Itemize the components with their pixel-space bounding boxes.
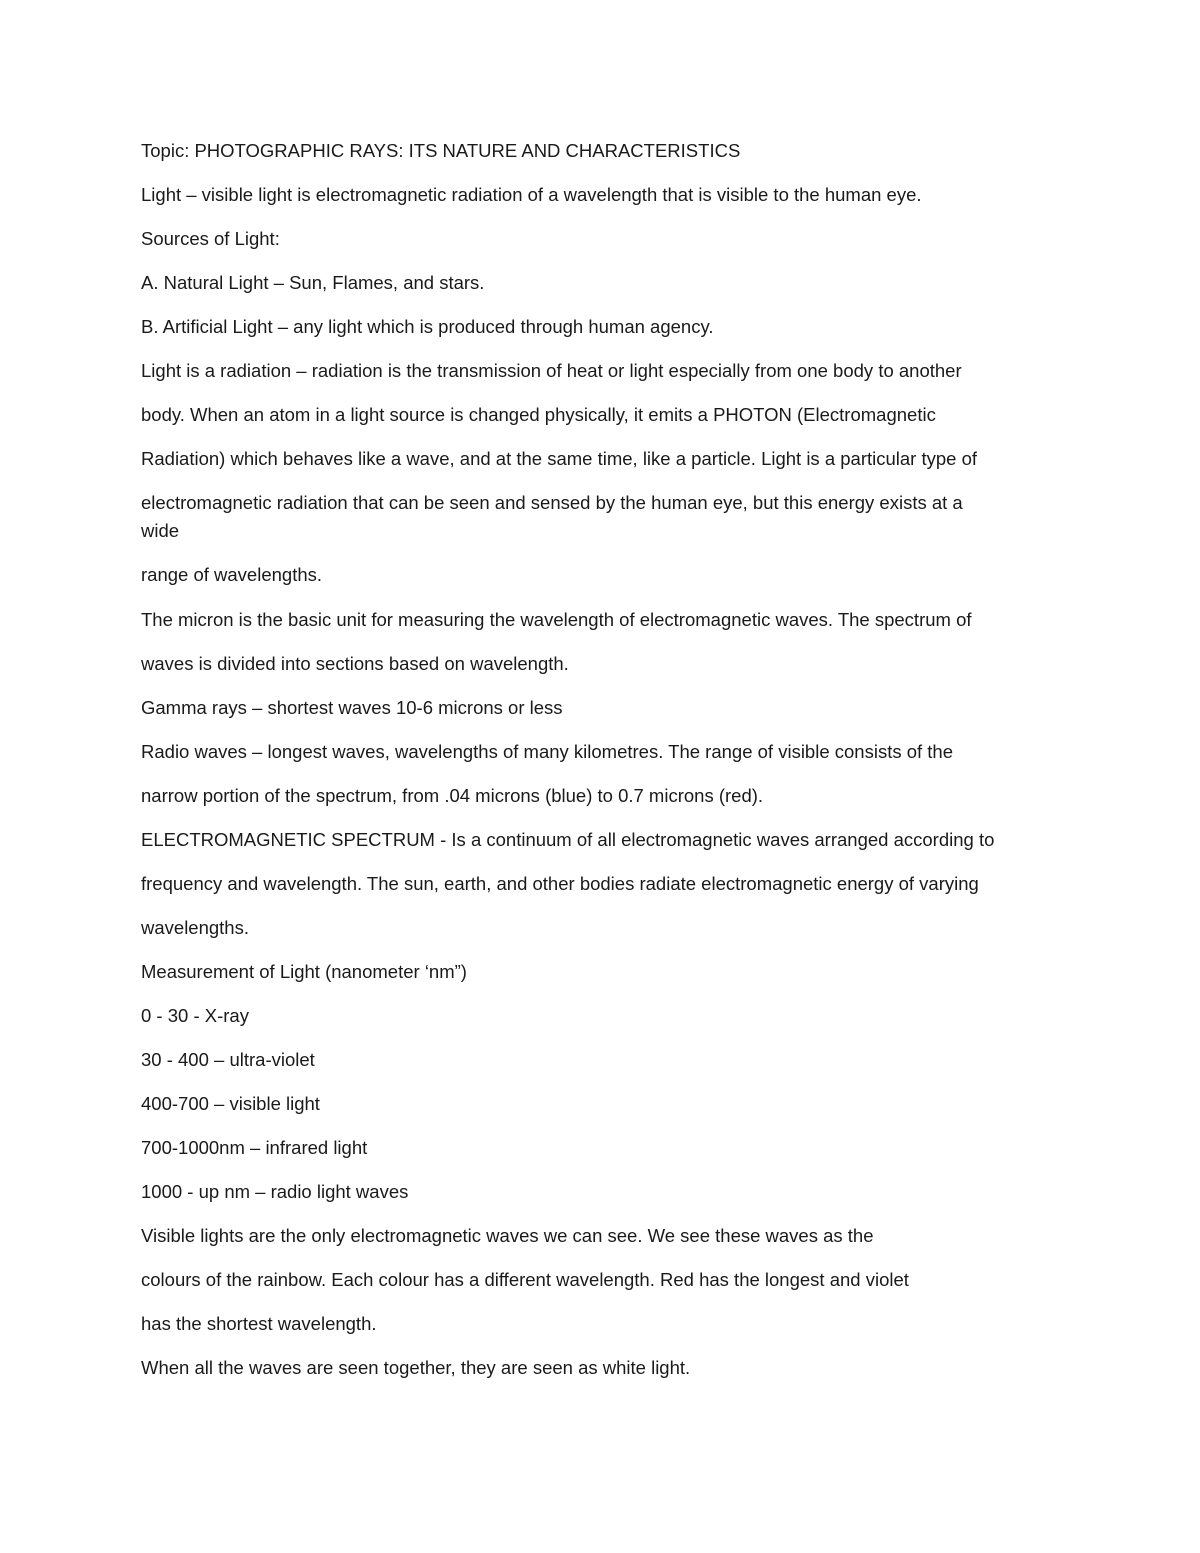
radiation-paragraph-line-3: Radiation) which behaves like a wave, and at the same time, like a particle. Light is a particular type of: [141, 448, 978, 469]
radiation-paragraph-line-4: electromagnetic radiation that can be seen and sensed by the human eye, but this energy exists at a: [141, 492, 963, 513]
radiation-paragraph-line-5: wide: [141, 520, 180, 541]
visible-lights-line-3: has the shortest wavelength.: [141, 1313, 377, 1334]
topic-heading: Topic: PHOTOGRAPHIC RAYS: ITS NATURE AND CHARACTERISTICS: [141, 140, 741, 161]
radiation-paragraph-line-6: range of wavelengths.: [141, 564, 323, 585]
em-spectrum-line-2: frequency and wavelength. The sun, earth, and other bodies radiate electromagnetic energy of varying: [141, 873, 979, 894]
radio-waves-line-1: Radio waves – longest waves, wavelengths of many kilometres. The range of visible consists of the: [141, 741, 954, 762]
artificial-light-item: B. Artificial Light – any light which is produced through human agency.: [141, 316, 714, 337]
range-radio: 1000 - up nm – radio light waves: [141, 1181, 409, 1202]
light-definition: Light – visible light is electromagnetic radiation of a wavelength that is visible to the human eye.: [141, 184, 922, 205]
micron-paragraph-line-2: waves is divided into sections based on wavelength.: [141, 653, 569, 674]
em-spectrum-line-3: wavelengths.: [141, 917, 249, 938]
range-ultraviolet: 30 - 400 – ultra-violet: [141, 1049, 315, 1070]
range-xray: 0 - 30 - X-ray: [141, 1005, 249, 1026]
radiation-paragraph-line-1: Light is a radiation – radiation is the transmission of heat or light especially from one body to another: [141, 360, 962, 381]
sources-heading: Sources of Light:: [141, 228, 280, 249]
white-light-line: When all the waves are seen together, they are seen as white light.: [141, 1357, 691, 1378]
em-spectrum-line-1: ELECTROMAGNETIC SPECTRUM - Is a continuum of all electromagnetic waves arranged according to: [141, 829, 995, 850]
visible-lights-line-1: Visible lights are the only electromagnetic waves we can see. We see these waves as the: [141, 1225, 874, 1246]
range-visible: 400-700 – visible light: [141, 1093, 320, 1114]
range-infrared: 700-1000nm – infrared light: [141, 1137, 368, 1158]
gamma-rays-line: Gamma rays – shortest waves 10-6 microns or less: [141, 697, 563, 718]
natural-light-item: A. Natural Light – Sun, Flames, and stars.: [141, 272, 485, 293]
measurement-heading: Measurement of Light (nanometer ‘nm”): [141, 961, 467, 982]
radiation-paragraph-line-2: body. When an atom in a light source is changed physically, it emits a PHOTON (Electromagnetic: [141, 404, 936, 425]
radio-waves-line-2: narrow portion of the spectrum, from .04 microns (blue) to 0.7 microns (red).: [141, 785, 764, 806]
micron-paragraph-line-1: The micron is the basic unit for measuring the wavelength of electromagnetic waves. The spectrum of: [141, 609, 972, 630]
visible-lights-line-2: colours of the rainbow. Each colour has a different wavelength. Red has the longest and violet: [141, 1269, 909, 1290]
